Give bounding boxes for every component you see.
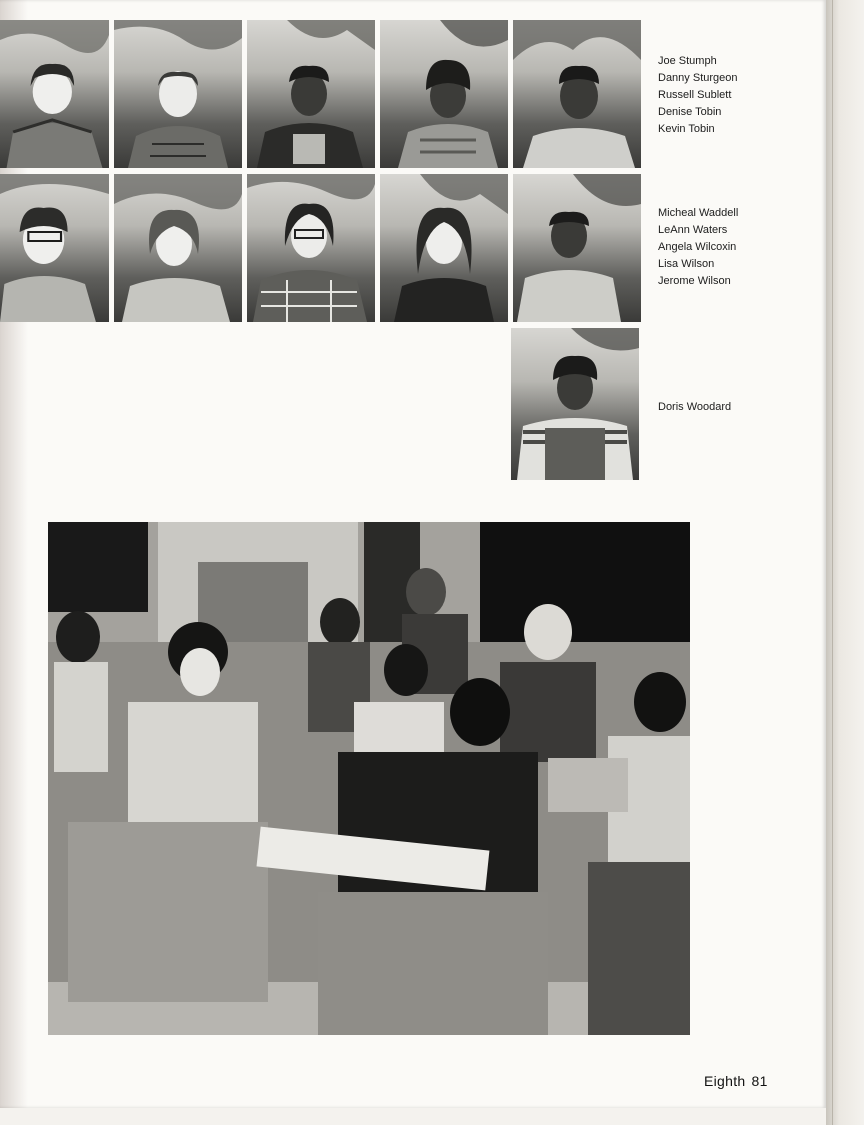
student-name: Angela Wilcoxin xyxy=(658,241,737,253)
student-name: Denise Tobin xyxy=(658,106,722,118)
names-list-row-2 xyxy=(658,205,738,290)
portrait-micheal-waddell xyxy=(0,174,109,322)
page-edge-line xyxy=(832,0,833,1125)
portrait-angela-wilcoxin xyxy=(247,174,375,322)
portrait-denise-tobin xyxy=(380,20,508,168)
classroom-photo xyxy=(48,522,690,1035)
portrait-russell-sublett xyxy=(247,20,375,168)
student-name: Doris Woodard xyxy=(658,401,732,413)
portrait-leann-waters xyxy=(114,174,242,322)
student-name: Danny Sturgeon xyxy=(658,72,738,84)
student-name: Russell Sublett xyxy=(658,89,732,101)
student-name: LeAnn Waters xyxy=(658,224,728,236)
portrait-kevin-tobin xyxy=(513,20,641,168)
student-name: Jerome Wilson xyxy=(658,275,731,287)
student-name: Kevin Tobin xyxy=(658,123,715,135)
page-footer xyxy=(704,1073,774,1089)
names-list-row-1 xyxy=(658,53,738,138)
portrait-joe-stumph xyxy=(0,20,109,168)
student-name: Joe Stumph xyxy=(658,55,717,67)
page-number: 81 xyxy=(751,1073,768,1089)
portrait-jerome-wilson xyxy=(513,174,641,322)
portrait-lisa-wilson xyxy=(380,174,508,322)
student-name: Micheal Waddell xyxy=(658,207,739,219)
student-name: Lisa Wilson xyxy=(658,258,715,270)
section-label: Eighth xyxy=(704,1073,746,1089)
names-list-row-3 xyxy=(658,399,731,416)
portrait-danny-sturgeon xyxy=(114,20,242,168)
portrait-doris-woodard xyxy=(511,328,639,480)
